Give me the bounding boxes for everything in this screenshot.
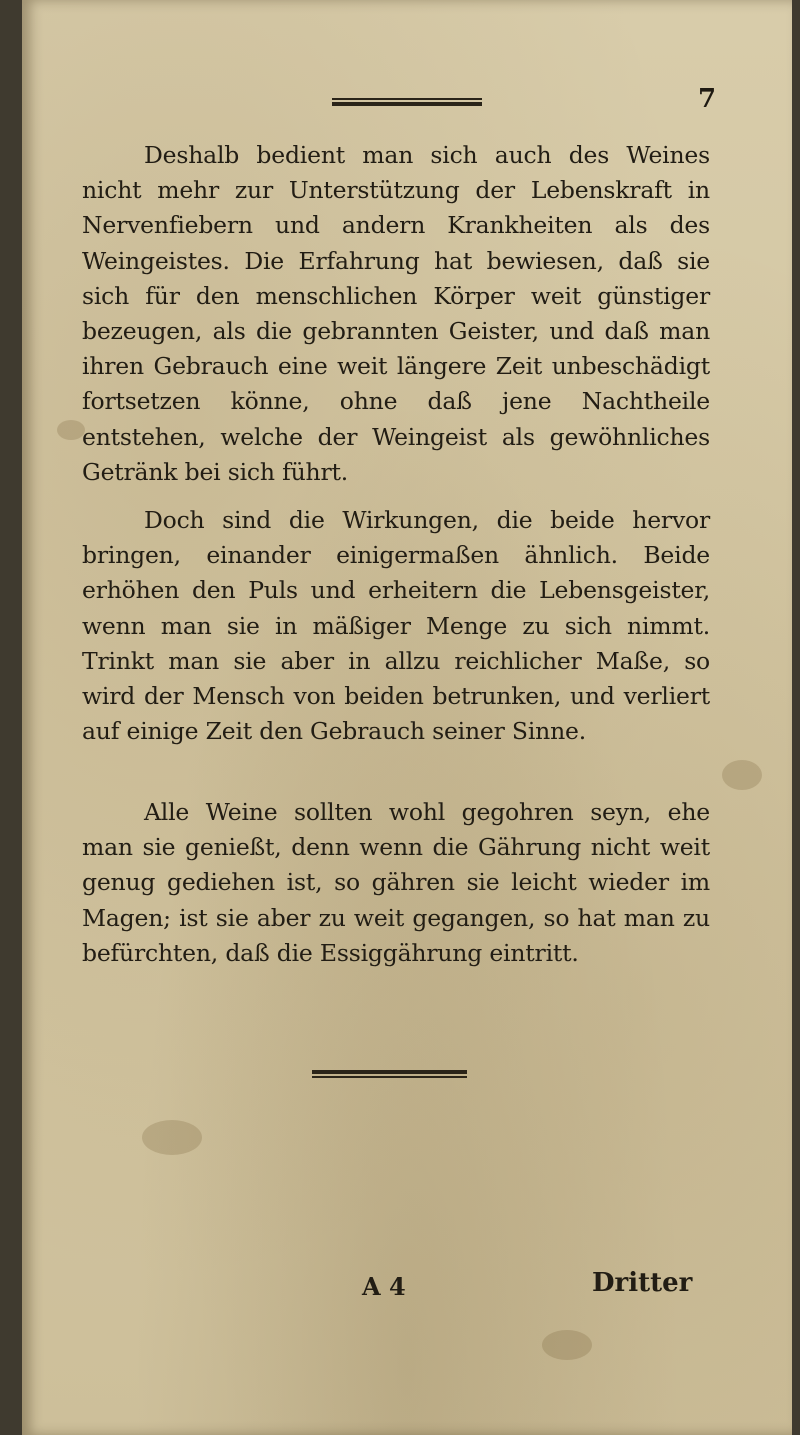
catchword: Dritter: [592, 1268, 693, 1298]
signature-mark: A 4: [362, 1272, 406, 1301]
stain: [142, 1120, 202, 1155]
stain: [542, 1330, 592, 1360]
stain: [57, 420, 85, 440]
paragraph: Doch sind die Wirkungen, die beide hervor bringen, einander einigermaßen ähnlich. Beide erhöhen den Puls und erheitern die Lebensgeister, wenn man sie in mäßiger Menge zu sich nimmt. Trinkt man sie aber in allzu reichlicher Maße, so wird der Mensch von beiden betrunken, und verliert auf einige Zeit den Gebrauch seiner Sinne.: [82, 506, 710, 746]
section-end-rule: [312, 1068, 467, 1080]
paragraph: Alle Weine sollten wohl gegohren seyn, ehe man sie genießt, denn wenn die Gährung nicht weit genug gediehen ist, so gähren sie leicht wieder im Magen; ist sie aber zu weit gegangen, so hat man zu befürchten, daß die Essiggährung eintritt.: [82, 798, 710, 967]
header-rule: [332, 96, 482, 108]
page-number: 7: [698, 84, 717, 114]
stain: [722, 760, 762, 790]
book-page: [22, 0, 792, 1435]
paragraph: Deshalb bedient man sich auch des Weines nicht mehr zur Unterstützung der Lebenskraft in Nervenfiebern und andern Krankheiten als des Weingeistes. Die Erfahrung hat bewiesen, daß sie sich für den menschlichen Körper weit günstiger bezeugen, als die gebrannten Geister, und daß man ihren Gebrauch eine weit längere Zeit unbeschädigt fortsetzen könne, ohne daß jene Nachtheile entstehen, welche der Weingeist als gewöhnliches Getränk bei sich führt.: [82, 141, 710, 486]
